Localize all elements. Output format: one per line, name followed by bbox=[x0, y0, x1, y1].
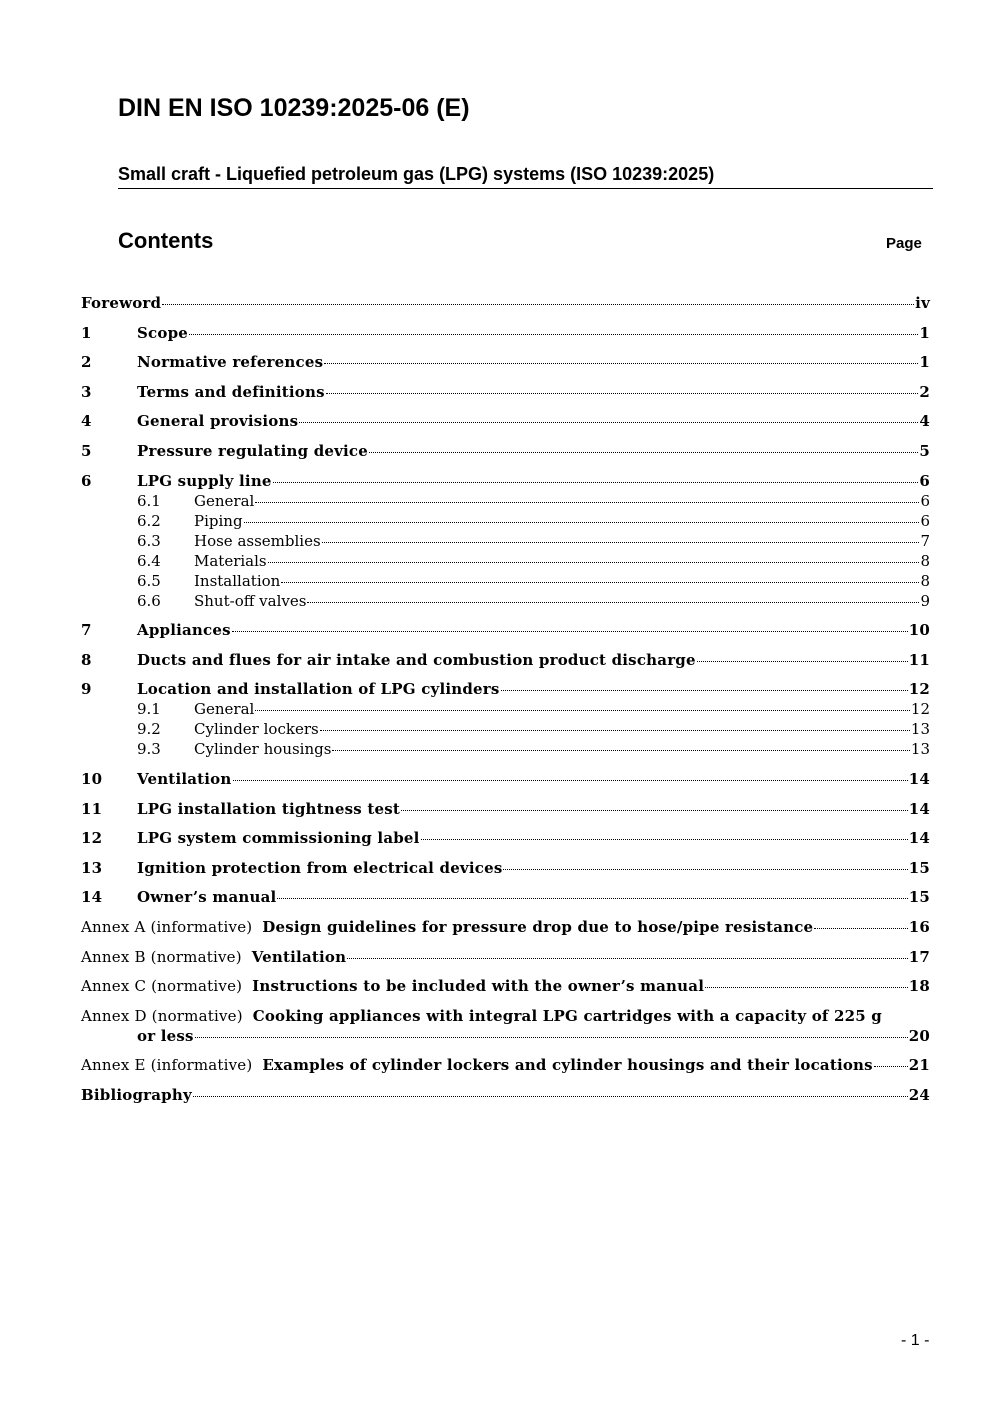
page-column-label: Page bbox=[886, 235, 922, 252]
toc-leader bbox=[195, 1037, 908, 1038]
toc-page: 15 bbox=[908, 858, 930, 877]
toc-subentry-9-2[interactable] bbox=[81, 719, 930, 739]
toc-page: 12 bbox=[910, 700, 930, 719]
toc-title: Instructions to be included with the owner’s manual bbox=[252, 977, 705, 996]
toc-subentry-9-1[interactable] bbox=[81, 699, 930, 719]
toc-page: 11 bbox=[908, 650, 930, 669]
toc-title: Shut-off valves bbox=[194, 591, 307, 610]
toc-page: 2 bbox=[919, 382, 930, 401]
toc-entry-lpg-supply-line[interactable] bbox=[81, 471, 930, 491]
toc-number: 14 bbox=[81, 888, 103, 907]
toc-number: 8 bbox=[81, 650, 92, 669]
toc-title: Design guidelines for pressure drop due to hose/pipe resistance bbox=[262, 917, 814, 936]
toc-entry-annex-a[interactable] bbox=[81, 917, 930, 937]
toc-leader bbox=[320, 730, 910, 731]
toc-leader bbox=[193, 1096, 908, 1097]
toc-title: Ignition protection from electrical devices bbox=[137, 858, 503, 877]
toc-leader bbox=[273, 482, 919, 483]
toc-number: 7 bbox=[81, 621, 92, 640]
toc-entry-bibliography[interactable] bbox=[81, 1085, 930, 1105]
toc-leader bbox=[299, 422, 918, 423]
toc-leader bbox=[874, 1066, 908, 1067]
toc-page: 6 bbox=[920, 491, 930, 510]
toc-page: iv bbox=[915, 294, 930, 312]
toc-number: 9.1 bbox=[137, 700, 161, 719]
toc-number: 2 bbox=[81, 353, 92, 372]
toc-title: Ventilation bbox=[137, 769, 232, 788]
toc-title: Cooking appliances with integral LPG cartridges with a capacity of 225 g bbox=[252, 1006, 882, 1025]
toc-page: 6 bbox=[919, 471, 930, 490]
toc-number: 9 bbox=[81, 680, 92, 699]
toc-page: 14 bbox=[908, 829, 930, 848]
toc-leader bbox=[255, 710, 910, 711]
toc-page: 13 bbox=[910, 720, 930, 739]
toc-title: Scope bbox=[137, 323, 189, 342]
toc-title: Foreword bbox=[81, 294, 162, 312]
toc-subentry-6-3[interactable] bbox=[81, 531, 930, 551]
toc-leader bbox=[326, 393, 919, 394]
footer-page-number: - 1 - bbox=[901, 1332, 930, 1349]
toc-entry-tightness-test[interactable] bbox=[81, 799, 930, 819]
toc-entry-annex-e[interactable] bbox=[81, 1055, 930, 1075]
toc-number: 6.4 bbox=[137, 551, 161, 570]
toc-number: 3 bbox=[81, 382, 92, 401]
toc-title: Cylinder housings bbox=[194, 740, 332, 759]
toc-title: General bbox=[194, 700, 255, 719]
toc-page: 8 bbox=[920, 551, 930, 570]
toc-entry-appliances[interactable] bbox=[81, 620, 930, 640]
toc-entry-foreword[interactable] bbox=[81, 293, 930, 313]
toc-number: 13 bbox=[81, 858, 103, 877]
toc-number: 1 bbox=[81, 323, 92, 342]
toc-title: Normative references bbox=[137, 353, 324, 372]
toc-title-continued: or less bbox=[137, 1026, 194, 1045]
toc-number: 6.5 bbox=[137, 571, 161, 590]
toc-title: Appliances bbox=[137, 621, 231, 640]
toc-entry-scope[interactable] bbox=[81, 323, 930, 343]
toc-number: 5 bbox=[81, 441, 92, 460]
toc-number: 6.3 bbox=[137, 531, 161, 550]
toc-title: Ducts and flues for air intake and combustion product discharge bbox=[137, 650, 696, 669]
toc-entry-general-provisions[interactable] bbox=[81, 411, 930, 431]
toc-annex-prefix: Annex E (informative) bbox=[81, 1056, 263, 1075]
toc-entry-normative-references[interactable] bbox=[81, 352, 930, 372]
toc-title: Ventilation bbox=[251, 947, 347, 966]
toc-leader bbox=[189, 334, 918, 335]
toc-entry-annex-b[interactable] bbox=[81, 947, 930, 967]
table-of-contents bbox=[81, 293, 930, 1105]
toc-title: Terms and definitions bbox=[137, 382, 325, 401]
toc-leader bbox=[322, 542, 920, 543]
toc-leader bbox=[705, 987, 908, 988]
toc-number: 6.1 bbox=[137, 491, 161, 510]
contents-heading: Contents bbox=[118, 228, 214, 253]
toc-leader bbox=[347, 958, 908, 959]
toc-page: 13 bbox=[910, 740, 930, 759]
toc-annex-prefix: Annex B (normative) bbox=[81, 947, 252, 966]
toc-title: Cylinder lockers bbox=[194, 720, 319, 739]
toc-number: 10 bbox=[81, 769, 103, 788]
toc-page: 12 bbox=[908, 680, 930, 699]
toc-title: Hose assemblies bbox=[194, 531, 321, 550]
toc-title: Pressure regulating device bbox=[137, 441, 369, 460]
toc-page: 10 bbox=[908, 621, 930, 640]
toc-number: 12 bbox=[81, 829, 103, 848]
toc-annex-prefix: Annex C (normative) bbox=[81, 977, 253, 996]
toc-title: LPG installation tightness test bbox=[137, 799, 400, 818]
toc-page: 14 bbox=[908, 799, 930, 818]
toc-number: 9.3 bbox=[137, 740, 161, 759]
toc-title: Examples of cylinder lockers and cylinder housings and their locations bbox=[262, 1056, 873, 1075]
toc-leader bbox=[281, 582, 919, 583]
document-id: DIN EN ISO 10239:2025-06 (E) bbox=[118, 94, 470, 122]
toc-entry-annex-d[interactable] bbox=[81, 1006, 930, 1046]
toc-leader bbox=[401, 810, 908, 811]
toc-leader bbox=[332, 750, 909, 751]
toc-title: Materials bbox=[194, 551, 267, 570]
toc-leader bbox=[501, 690, 908, 691]
toc-leader bbox=[324, 363, 918, 364]
toc-entry-terms-and-definitions[interactable] bbox=[81, 382, 930, 402]
toc-leader bbox=[503, 869, 907, 870]
toc-page: 14 bbox=[908, 769, 930, 788]
toc-title: Installation bbox=[194, 571, 281, 590]
toc-subentry-6-1[interactable] bbox=[81, 491, 930, 511]
toc-page: 1 bbox=[919, 323, 930, 342]
toc-leader bbox=[814, 928, 907, 929]
toc-leader bbox=[232, 631, 908, 632]
toc-number: 11 bbox=[81, 799, 103, 818]
toc-title: LPG supply line bbox=[137, 471, 272, 490]
toc-page: 18 bbox=[908, 977, 930, 996]
toc-entry-annex-c[interactable] bbox=[81, 976, 930, 996]
toc-page: 21 bbox=[908, 1056, 930, 1075]
toc-page: 9 bbox=[920, 591, 930, 610]
toc-page: 4 bbox=[919, 412, 930, 431]
toc-title: Bibliography bbox=[81, 1085, 192, 1104]
toc-entry-ignition-protection[interactable] bbox=[81, 858, 930, 878]
toc-leader bbox=[277, 898, 907, 899]
toc-page: 8 bbox=[920, 571, 930, 590]
toc-title: LPG system commissioning label bbox=[137, 829, 420, 848]
toc-page: 7 bbox=[920, 531, 930, 550]
toc-subentry-6-6[interactable] bbox=[81, 591, 930, 611]
document-subtitle: Small craft - Liquefied petroleum gas (LPG) systems (ISO 10239:2025) bbox=[118, 164, 933, 189]
toc-title: Piping bbox=[194, 511, 243, 530]
toc-entry-pressure-regulating-device[interactable] bbox=[81, 441, 930, 461]
toc-subentry-6-4[interactable] bbox=[81, 551, 930, 571]
toc-page: 15 bbox=[908, 888, 930, 907]
toc-number: 9.2 bbox=[137, 720, 161, 739]
toc-title: Owner’s manual bbox=[137, 888, 277, 907]
toc-entry-owners-manual[interactable] bbox=[81, 887, 930, 907]
toc-number: 6 bbox=[81, 471, 92, 490]
toc-leader bbox=[255, 502, 919, 503]
toc-page: 16 bbox=[908, 917, 930, 936]
toc-page: 24 bbox=[908, 1085, 930, 1104]
toc-page: 20 bbox=[908, 1026, 930, 1045]
toc-entry-commissioning-label[interactable] bbox=[81, 828, 930, 848]
toc-leader bbox=[369, 452, 918, 453]
toc-leader bbox=[233, 780, 908, 781]
toc-annex-prefix: Annex A (informative) bbox=[81, 917, 263, 936]
toc-leader bbox=[307, 602, 919, 603]
toc-entry-ventilation[interactable] bbox=[81, 769, 930, 789]
toc-leader bbox=[162, 304, 914, 305]
toc-subentry-6-2[interactable] bbox=[81, 511, 930, 531]
toc-page: 1 bbox=[919, 353, 930, 372]
toc-subentry-6-5[interactable] bbox=[81, 571, 930, 591]
toc-page: 5 bbox=[919, 441, 930, 460]
toc-number: 6.6 bbox=[137, 591, 161, 610]
toc-entry-lpg-cylinders[interactable] bbox=[81, 679, 930, 699]
toc-title: General bbox=[194, 491, 255, 510]
toc-entry-ducts-and-flues[interactable] bbox=[81, 650, 930, 670]
toc-leader bbox=[697, 661, 908, 662]
toc-number: 4 bbox=[81, 412, 92, 431]
toc-number: 6.2 bbox=[137, 511, 161, 530]
toc-leader bbox=[421, 839, 908, 840]
toc-subentry-9-3[interactable] bbox=[81, 739, 930, 759]
toc-title: Location and installation of LPG cylinders bbox=[137, 680, 500, 699]
toc-annex-prefix: Annex D (normative) bbox=[81, 1006, 253, 1025]
toc-page: 17 bbox=[908, 947, 930, 966]
toc-title: General provisions bbox=[137, 412, 299, 431]
toc-page: 6 bbox=[920, 511, 930, 530]
toc-leader bbox=[268, 562, 920, 563]
toc-leader bbox=[244, 522, 920, 523]
